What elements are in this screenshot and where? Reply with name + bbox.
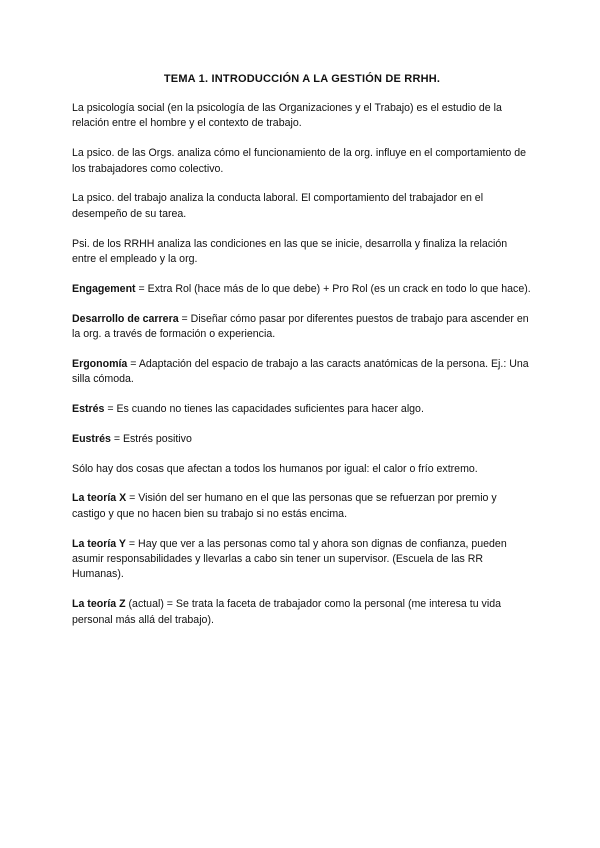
paragraph-term: La teoría Y (72, 537, 126, 550)
paragraph-psi-rrhh (72, 237, 532, 268)
paragraph-text: Sólo hay dos cosas que afectan a todos los humanos por igual: el calor o frío extremo. (72, 462, 478, 475)
paragraph-psicologia-social (72, 101, 532, 132)
paragraph-eustres (72, 432, 532, 447)
paragraph-text: La psicología social (en la psicología de las Organizaciones y el Trabajo) es el estudio de la relación entre el hombre y el contexto de trabajo. (72, 102, 502, 130)
paragraph-text: La psico. del trabajo analiza la conducta laboral. El comportamiento del trabajador en el desempeño de su tarea. (72, 192, 484, 220)
paragraph-text: La psico. de las Orgs. analiza cómo el funcionamiento de la org. influye en el comportamiento de los trabajadores como colectivo. (72, 147, 527, 175)
paragraph-term: Eustrés (72, 432, 111, 445)
paragraph-text: = Adaptación del espacio de trabajo a las caracts anatómicas de la persona. Ej.: Una silla cómoda. (72, 357, 529, 386)
paragraph-term: Estrés (72, 403, 105, 416)
document-page (72, 72, 532, 642)
document-title: TEMA 1. INTRODUCCIÓN A LA GESTIÓN DE RRHH. (163, 73, 441, 85)
paragraph-term: Ergonomía (72, 357, 128, 370)
paragraph-teoria-x (72, 491, 532, 522)
paragraph-calor-frio (72, 462, 532, 477)
paragraph-teoria-y (72, 537, 532, 583)
paragraph-engagement (72, 282, 532, 297)
paragraph-psico-trabajo (72, 191, 532, 222)
paragraph-text: = Diseñar cómo pasar por diferentes puestos de trabajo para ascender en la org. a través de formación o experiencia. (72, 312, 529, 341)
paragraph-text: = Estrés positivo (110, 432, 192, 445)
paragraph-ergonomia (72, 357, 532, 388)
paragraph-text: = Visión del ser humano en el que las personas que se refuerzan por premio y castigo y que no hacen bien su trabajo si no estás encima. (72, 492, 497, 520)
paragraph-term: Engagement (72, 282, 136, 295)
paragraph-text: = Hay que ver a las personas como tal y ahora son dignas de confianza, pueden asumir responsabilidades y llevarlas a cabo sin tener un supervisor. (Escuela de las RR Humanas). (72, 537, 507, 581)
paragraph-text: Psi. de los RRHH analiza las condiciones en las que se inicie, desarrolla y finaliza la relación entre el empleado y la org. (72, 237, 508, 266)
paragraph-psico-orgs (72, 146, 532, 177)
paragraph-teoria-z (72, 597, 532, 628)
paragraph-text: (actual) = Se trata la faceta de trabajador como la personal (me interesa tu vida personal más allá del trabajo). (72, 598, 501, 626)
paragraph-text: = Extra Rol (hace más de lo que debe) + Pro Rol (es un crack en todo lo que hace). (135, 282, 531, 295)
paragraph-desarrollo-carrera (72, 312, 532, 343)
paragraph-term: Desarrollo de carrera (72, 312, 179, 325)
paragraph-term: La teoría X (72, 492, 127, 505)
paragraph-estres (72, 402, 532, 417)
paragraph-text: = Es cuando no tienes las capacidades suficientes para hacer algo. (104, 403, 424, 416)
paragraph-term: La teoría Z (72, 598, 126, 611)
